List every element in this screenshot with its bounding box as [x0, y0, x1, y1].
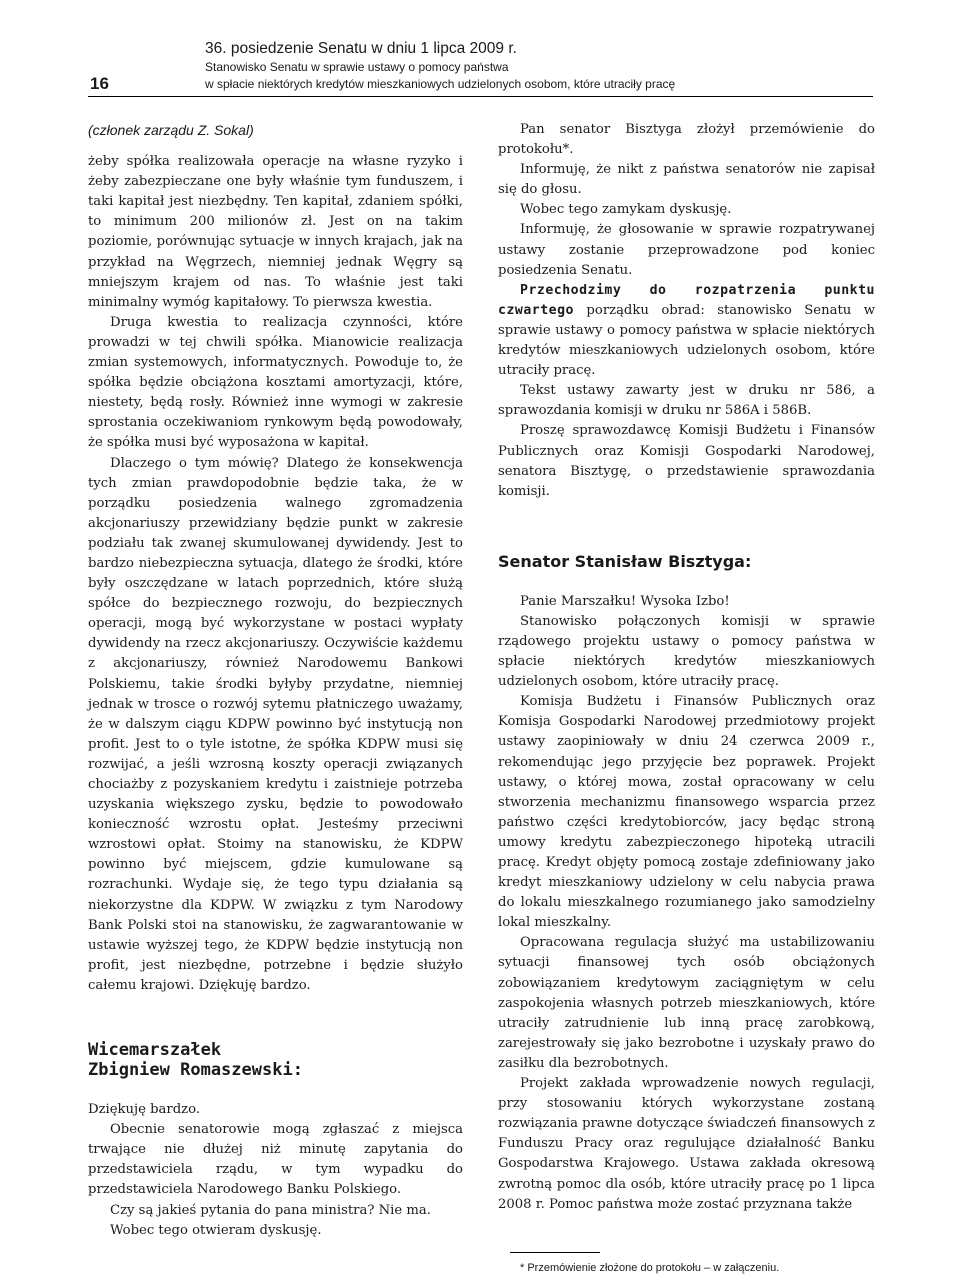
- paragraph: Druga kwestia to realizacja czynności, które prowadzi w tej chwili spółka. Mianowicie realizacja zmian systemowych, informatycznych. Powoduje to, że spółka będzie obciążona kosztami amortyzacji, które, niestety, będą rosły. Również inne wymogi w zakresie sprostania oczekiwaniom rynkowym będą powodowały, że spółka musi być wyposażona w kapitał.: [88, 314, 463, 451]
- left-column: [88, 120, 463, 1241]
- header-session-title: 36. posiedzenie Senatu w dniu 1 lipca 2009 r.: [205, 40, 517, 57]
- footnote: * Przemówienie złożone do protokołu – w załączeniu.: [520, 1262, 780, 1274]
- running-header: [0, 40, 960, 96]
- header-subject-line1: Stanowisko Senatu w sprawie ustawy o pomocy państwa: [205, 60, 509, 74]
- speaker-heading: [88, 1040, 463, 1080]
- header-rule: [88, 96, 873, 97]
- agenda-paragraph: [498, 281, 875, 381]
- paragraph: Opracowana regulacja służyć ma ustabilizowaniu sytuacji finansowej tych osób obciążonych zobowiązaniem kredytowym zaciągniętym w celu zaspokojenia własnych potrzeb mieszkaniowych, które utraciły zatrudnienie lub inną pracę zarobkową, zarejestrowały się jako bezrobotne i uzyskały prawo do zasiłku dla bezrobotnych.: [498, 935, 875, 1071]
- speaker-name: Zbigniew Romaszewski:: [88, 1060, 303, 1081]
- page-number: 16: [90, 74, 109, 93]
- paragraph: Komisja Budżetu i Finansów Publicznych oraz Komisja Gospodarki Narodowej przedmiotowy projekt ustawy zaopiniowały w dniu 24 czerwca 2009 r., rekomendując jego przyjęcie bez poprawek. Projekt ustawy, o której mowa, został opracowany w celu stworzenia mechanizmu finansowego wsparcia przez państwo części kredytobiorców, jacy będąc stroną umowy kredytu zabezpieczonego hipoteką utracili pracę. Kredyt objęty pomocą zostaje zdefiniowany jako kredyt mieszkaniowy udzielony w celu nabycia prawa do lokalu mieszkalnego rozumianego jako samodzielny lokal mieszkalny.: [498, 694, 875, 931]
- agenda-lead: Przechodzimy do rozpatrzenia punktu czwartego: [498, 282, 875, 318]
- paragraph: Dlaczego o tym mówię? Dlatego że konsekwencja tych zmian prawdopodobnie będzie taka, że w porządku posiedzenia walnego zgromadzenia akcjonariuszy przewidziany będzie punkt w zakresie podziału tak zwanej skumulowanej dywidendy. Jest to bardzo niebezpieczna sytuacja, dlatego że środki, które były oszczędzane w latach poprzednich, które służą spółce do bezpiecznego rozwoju, do bezpiecznych operacji, mogą być wykorzystane w postaci wypłaty dywidendy na rzecz akcjonariuszy. Oczywiście każdemu z akcjonariuszy, również Narodowemu Bankowi Polskiemu, takie środki byłyby przydatne, niemniej jednak w trosce o rozwój sytemu płatniczego uważamy, że w dalszym ciągu KDPW powinno być instytucją non profit. Jest to o tyle istotne, że spółka KDPW musi się rozwijać, a jeśli wzrosną koszty operacji związanych chociażby z pozyskaniem kredytu i zaistnieje potrzeba uzyskania większego zysku, będzie to powodowało konieczność wzrostu opłat. Jesteśmy przeciwni wzrostowi opłat. Stoimy na stanowisku, że KDPW powinno być miejscem, gdzie kumulowane są rozrachunki. Wydaje się, że tego typu działania są niekorzystne dla KDPW. W związku z tym Narodowy Bank Polski stoi na stanowisku, że zagwarantowanie w ustawie wyższej tego, że KDPW będzie instytucją non profit, jest niezbędne, potrzebne i będzie służyło całemu krajowi. Dziękuję bardzo.: [88, 455, 463, 993]
- footnote-rule: [510, 1252, 600, 1253]
- agenda-rest: porządku obrad: stanowisko Senatu w sprawie ustawy o pomocy państwa w spłacie niektórych kredytów mieszkaniowych udzielonych osobom, które utraciły pracę.: [498, 302, 875, 379]
- paragraph: Stanowisko połączonych komisji w sprawie rządowego projektu ustawy o pomocy państwa w spłacie niektórych kredytów mieszkaniowych udzielonych osobom, które utraciły pracę.: [498, 613, 875, 690]
- speaker-continuation-note: (członek zarządu Z. Sokal): [88, 122, 254, 138]
- paragraph: Projekt zakłada wprowadzenie nowych regulacji, przy stosowaniu których wykorzystane zostaną rozwiązania prawne dotyczące świadczeń finansowych z Funduszu Pracy oraz regulujące działalność Banku Gospodarstwa Krajowego. Ustawa zakłada okresową zwrotną pomoc dla osób, które utraciły pracę po 1 lipca 2008 r. Pomoc państwa może zostać przyznana także: [498, 1076, 875, 1212]
- speaker-title: Wicemarszałek: [88, 1040, 222, 1061]
- right-column: [498, 120, 875, 1215]
- paragraph: Informuję, że nikt z państwa senatorów nie zapisał się do głosu.: [498, 162, 875, 198]
- paragraph: Dziękuję bardzo.: [88, 1102, 201, 1118]
- paragraph: Wobec tego otwieram dyskusję.: [110, 1222, 322, 1238]
- header-subject-line2: w spłacie niektórych kredytów mieszkaniowych udzielonych osobom, które utraciły pracę: [205, 77, 676, 91]
- paragraph: Obecnie senatorowie mogą zgłaszać z miejsca trwające nie dłużej niż minutę zapytania do przedstawiciela rządu, w tym wypadku do przedstawiciela Narodowego Banku Polskiego.: [88, 1122, 463, 1198]
- paragraph: Pan senator Bisztyga złożył przemówienie do protokołu*.: [498, 122, 875, 158]
- paragraph: Proszę sprawozdawcę Komisji Budżetu i Finansów Publicznych oraz Komisji Gospodarki Narodowej, senatora Bisztygę, o przedstawienie sprawozdania komisji.: [498, 423, 875, 499]
- paragraph: Panie Marszałku! Wysoka Izbo!: [520, 593, 730, 609]
- paragraph: Czy są jakieś pytania do pana ministra? Nie ma.: [110, 1202, 431, 1218]
- paragraph: Wobec tego zamykam dyskusję.: [520, 202, 732, 218]
- paragraph: żeby spółka realizowała operacje na własne ryzyko i żeby zabezpieczane one były właśnie tym funduszem, i taki kapitał jest niezbędny. Ten kapitał, zdaniem spółki, to minimum 200 milionów zł. Jest on na takim poziomie, porównując sytuacje w innych krajach, jak na przykład na Węgrzech, niemniej jednak Węgry są mniejszym krajem od nas. To właśnie jest taki minimalny wymóg kapitałowy. To pierwsza kwestia.: [88, 154, 463, 310]
- paragraph: Informuję, że głosowanie w sprawie rozpatrywanej ustawy zostanie przeprowadzone pod koniec posiedzenia Senatu.: [498, 222, 875, 278]
- paragraph: Tekst ustawy zawarty jest w druku nr 586, a sprawozdania komisji w druku nr 586A i 586B.: [498, 383, 875, 419]
- speaker-heading: Senator Stanisław Bisztyga:: [498, 551, 752, 571]
